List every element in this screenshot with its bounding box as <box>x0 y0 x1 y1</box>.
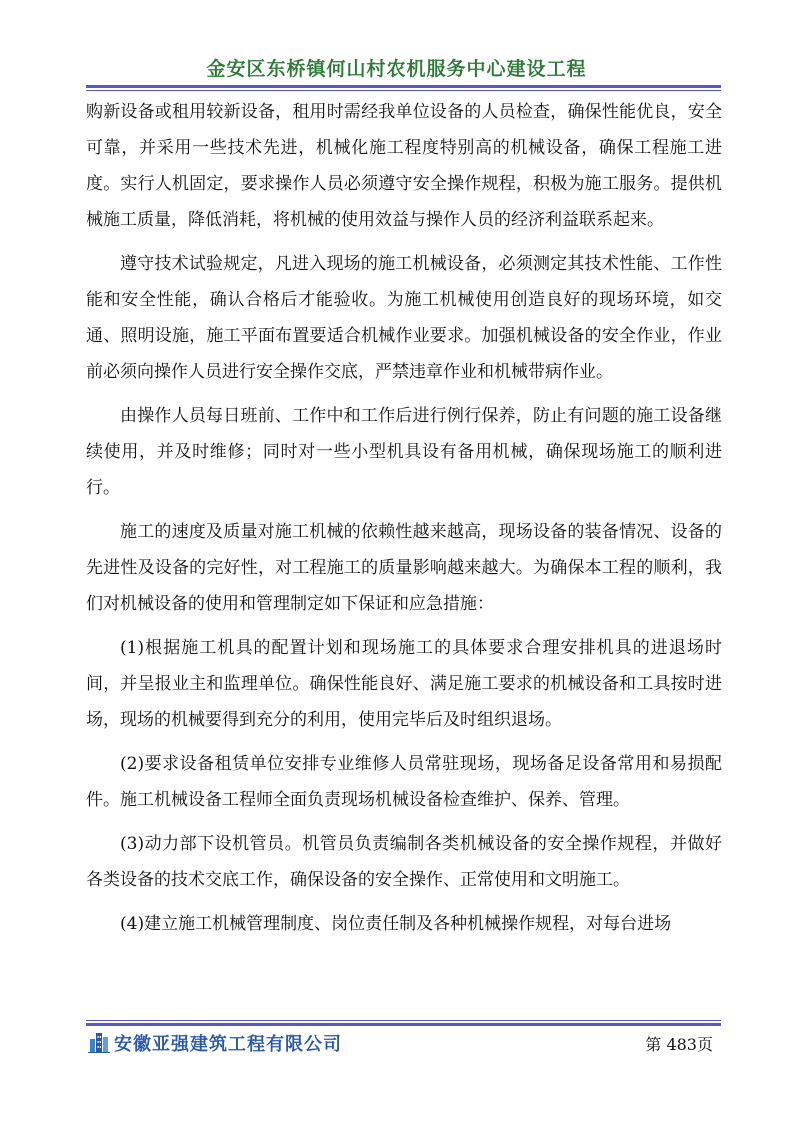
header-divider <box>86 85 721 88</box>
paragraph: (3)动力部下设机管员。机管员负责编制各类机械设备的安全操作规程，并做好各类设备的技术交底工作，确保设备的安全操作、正常使用和文明施工。 <box>86 834 722 890</box>
company-name: 安徽亚强建筑工程有限公司 <box>114 1034 342 1055</box>
paragraph: (4)建立施工机械管理制度、岗位责任制及各种机械操作规程，对每台进场 <box>120 914 672 934</box>
footer-divider <box>86 1023 721 1026</box>
document-body <box>86 94 722 950</box>
paragraph: 施工的速度及质量对施工机械的依赖性越来越高，现场设备的装备情况、设备的先进性及设备的完好性，对工程施工的质量影响越来越大。为确保本工程的顺利，我们对机械设备的使用和管理制定如下保证和应急措施： <box>86 522 722 614</box>
page-number: 第 483页 <box>645 1035 713 1054</box>
paragraph: 遵守技术试验规定，凡进入现场的施工机械设备，必须测定其技术性能、工作性能和安全性能，确认合格后才能验收。为施工机械使用创造良好的现场环境，如交通、照明设施，施工平面布置要适合机械作业要求。加强机械设备的安全作业，作业前必须向操作人员进行安全操作交底，严禁违章作业和机械带病作业。 <box>86 254 722 382</box>
paragraph: (2)要求设备租赁单位安排专业维修人员常驻现场，现场备足设备常用和易损配件。施工机械设备工程师全面负责现场机械设备检查维护、保养、管理。 <box>86 754 722 810</box>
footer-divider-thin <box>86 1020 721 1021</box>
page-header-title: 金安区东桥镇何山村农机服务中心建设工程 <box>206 58 587 80</box>
paragraph: 由操作人员每日班前、工作中和工作后进行例行保养，防止有问题的施工设备继续使用，并及时维修；同时对一些小型机具设有备用机械，确保现场施工的顺利进行。 <box>86 406 722 498</box>
paragraph: 购新设备或租用较新设备，租用时需经我单位设备的人员检查，确保性能优良，安全可靠，并采用一些技术先进，机械化施工程度特别高的机械设备，确保工程施工进度。实行人机固定，要求操作人员必须遵守安全操作规程，积极为施工服务。提供机械施工质量，降低消耗，将机械的使用效益与操作人员的经济利益联系起来。 <box>86 102 722 230</box>
paragraph: (1)根据施工机具的配置计划和现场施工的具体要求合理安排机具的进退场时间，并呈报业主和监理单位。确保性能良好、满足施工要求的机械设备和工具按时进场，现场的机械要得到充分的利用，使用完毕后及时组织退场。 <box>86 638 722 730</box>
header-divider-thin <box>86 90 721 91</box>
building-logo-icon <box>88 1031 112 1053</box>
